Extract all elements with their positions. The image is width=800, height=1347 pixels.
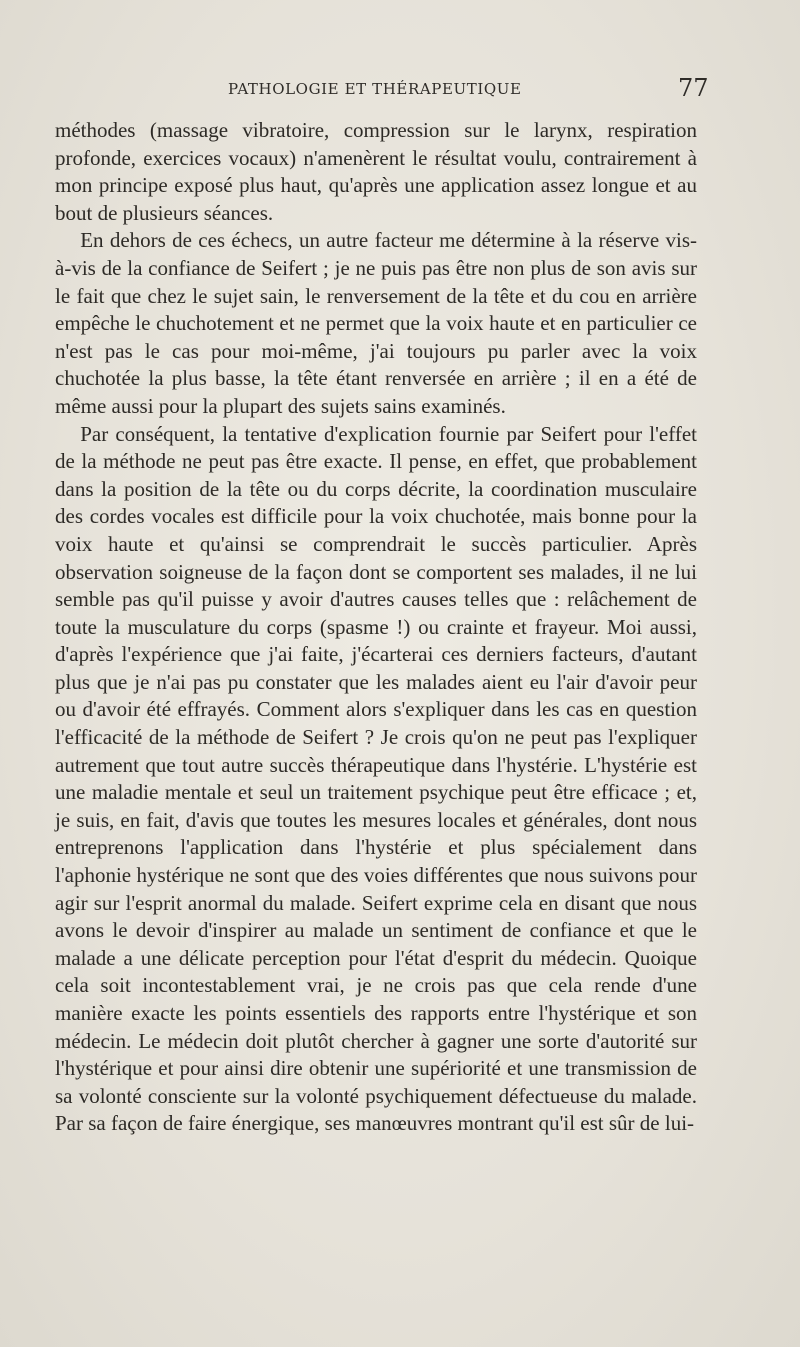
- paragraph-2: En dehors de ces échecs, un autre facteur me détermine à la réserve vis-à-vis de la confiance de Seifert ; je ne puis pas être non plus de son avis sur le fait que chez le sujet sain, le renversement de la tête et du cou en arrière empêche le chuchotement et ne permet que la voix haute et en particulier ce n'est pas le cas pour moi-même, j'ai toujours pu parler avec la voix chuchotée la plus basse, la tête étant renversée en arrière ; il en a été de même aussi pour la plupart des sujets sains examinés.: [55, 228, 697, 418]
- paragraph-1: méthodes (massage vibratoire, compression sur le larynx, respiration profonde, exercices vocaux) n'amenèrent le résultat voulu, contrairement à mon principe exposé plus haut, qu'après une application assez longue et au bout de plusieurs séances.: [55, 118, 697, 225]
- body-text: [55, 117, 697, 1138]
- page-number: 77: [678, 74, 709, 102]
- page-header: [0, 74, 800, 104]
- paragraph-3: Par conséquent, la tentative d'explication fournie par Seifert pour l'effet de la méthode ne peut pas être exacte. Il pense, en effet, que probablement dans la position de la tête ou du corps décrite, la coordination musculaire des cordes vocales est difficile pour la voix chuchotée, mais bonne pour la voix haute et qu'ainsi se comprendrait le succès particulier. Après observation soigneuse de la façon dont se comportent ses malades, il ne lui semble pas qu'il puisse y avoir d'autres causes telles que : relâchement de toute la musculature du corps (spasme !) ou crainte et frayeur. Moi aussi, d'après l'expérience que j'ai faite, j'écarterai ces derniers facteurs, d'autant plus que je n'ai pas pu constater que les malades aient eu l'air d'avoir peur ou d'avoir été effrayés. Comment alors s'expliquer dans les cas en question l'efficacité de la méthode de Seifert ? Je crois qu'on ne peut pas l'expliquer autrement que tout autre succès thérapeutique dans l'hystérie. L'hystérie est une maladie mentale et seul un traitement psychique peut être efficace ; et, je suis, en fait, d'avis que toutes les mesures locales et générales, dont nous entreprenons l'application dans l'hystérie et plus spécialement dans l'aphonie hystérique ne sont que des voies différentes que nous suivons pour agir sur l'esprit anormal du malade. Seifert exprime cela en disant que nous avons le devoir d'inspirer au malade un sentiment de confiance et que le malade a une délicate perception pour l'état d'esprit du médecin. Quoique cela soit incontestablement vrai, je ne crois pas que cela rende d'une manière exacte les points essentiels des rapports entre l'hystérique et son médecin. Le médecin doit plutôt chercher à gagner une sorte d'autorité sur l'hystérique et pour ainsi dire obtenir une supériorité et une transmission de sa volonté consciente sur la volonté psychiquement défectueuse du malade. Par sa façon de faire énergique, ses manœuvres montrant qu'il est sûr de lui-: [55, 421, 697, 1136]
- running-head: PATHOLOGIE ET THÉRAPEUTIQUE: [228, 80, 522, 98]
